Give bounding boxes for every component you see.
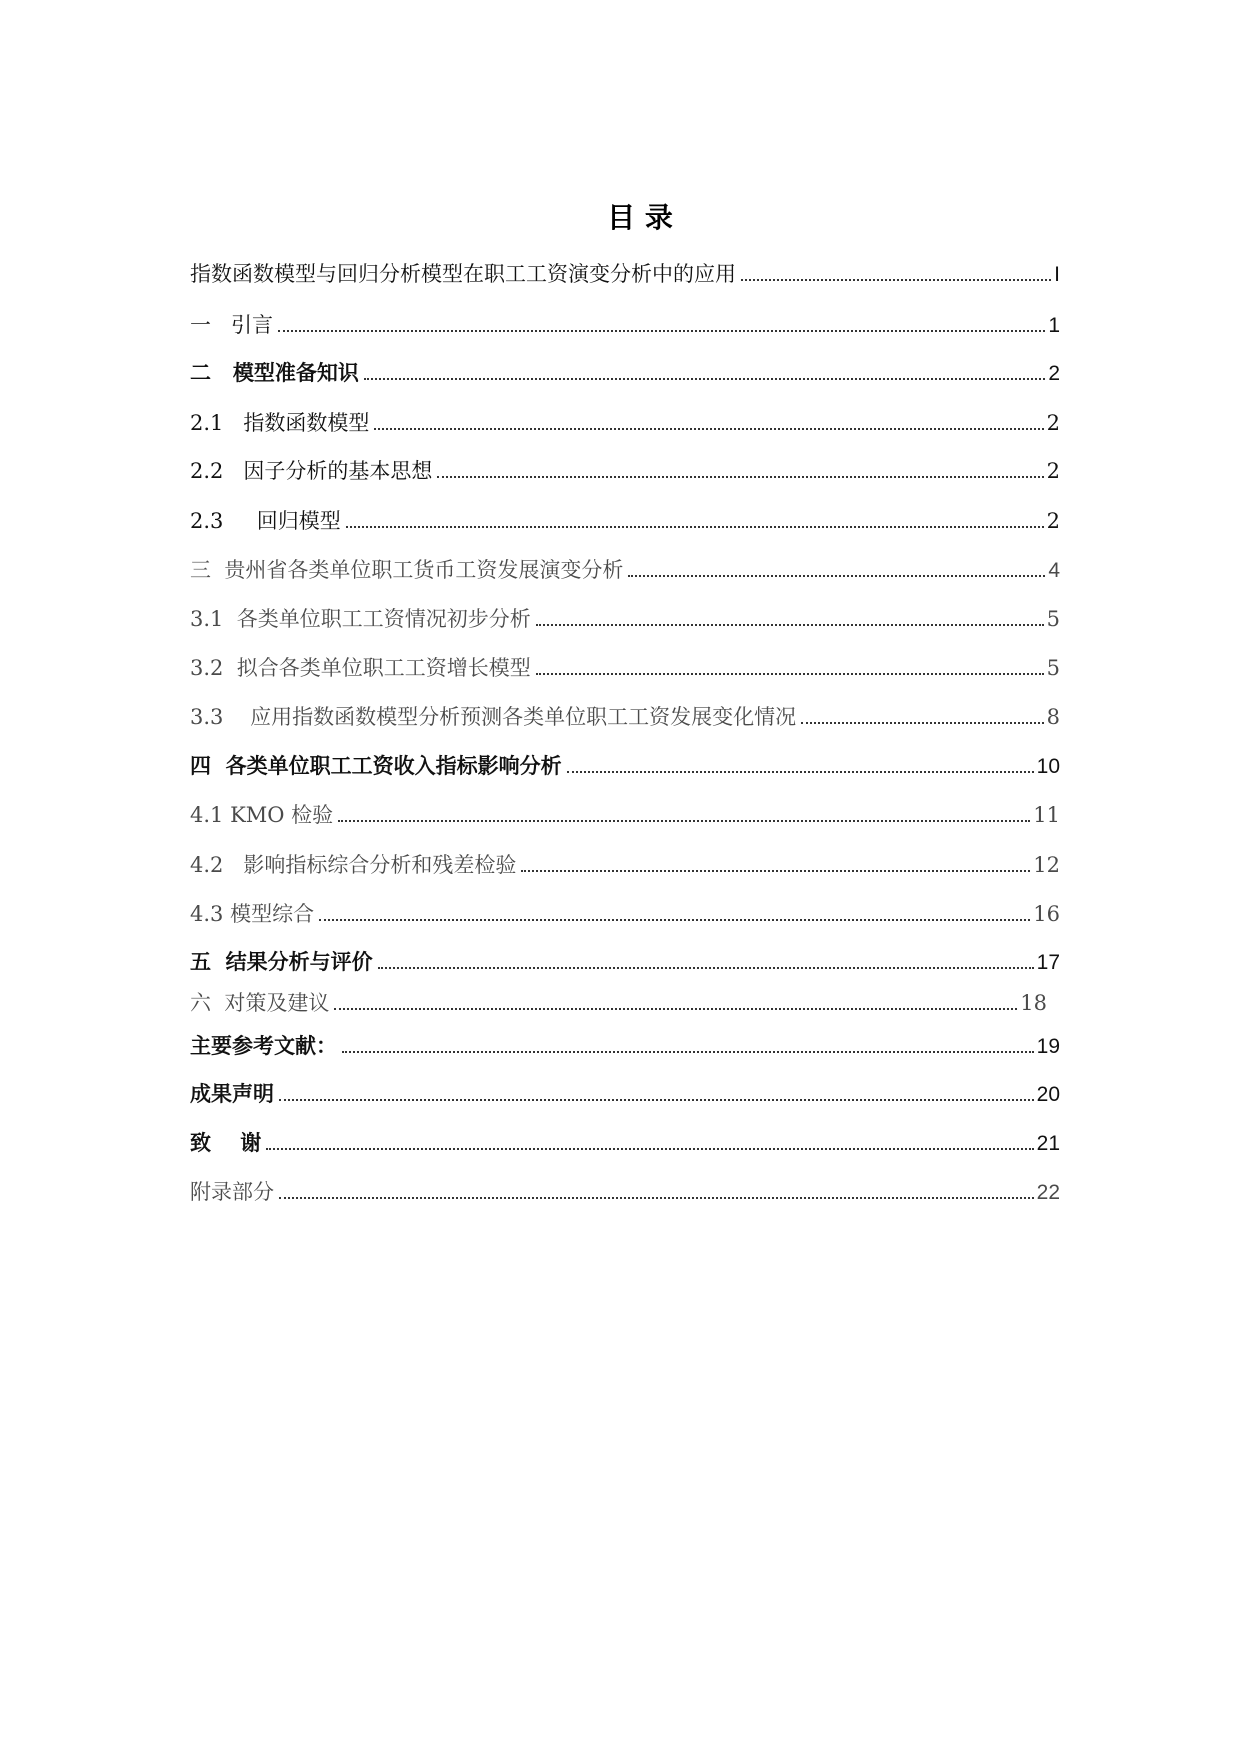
toc-leader-dots [628,574,1045,577]
toc-entry-page: 2 [1046,459,1060,483]
toc-leader-dots [334,1007,1017,1010]
toc-entry[interactable] [190,556,1060,584]
toc-entry-page: 4 [1048,559,1060,582]
toc-entry[interactable] [190,1129,1060,1157]
toc-entry-page: 10 [1036,755,1060,778]
toc-entry-title: 3.1 各类单位职工工资情况初步分析 [190,607,531,631]
toc-entry-title: 指数函数模型与回归分析模型在职工工资演变分析中的应用 [190,262,736,286]
toc-entry-title: 成果声明 [190,1082,274,1106]
toc-entry-title: 2.2 因子分析的基本思想 [190,459,433,483]
toc-entry-title: 2.1 指数函数模型 [190,411,370,435]
toc-entry[interactable] [190,457,1060,485]
toc-entry[interactable] [190,605,1060,633]
toc-entry[interactable] [190,1080,1060,1108]
toc-leader-dots [741,278,1051,281]
toc-leader-dots [521,869,1030,872]
toc-entry[interactable] [190,654,1060,682]
toc-entry-title: 三 贵州省各类单位职工货币工资发展演变分析 [190,558,624,582]
toc-leader-dots [279,1196,1034,1199]
toc-entry-page: I [1054,263,1060,286]
toc-entry-title: 致 谢 [190,1131,262,1155]
toc-entry-title: 4.1 KMO 检验 [190,803,334,827]
toc-leader-dots [437,475,1043,478]
toc-entry-page: 21 [1036,1132,1060,1155]
toc-entry-page: 16 [1033,902,1060,926]
toc-leader-dots [342,1050,1034,1053]
toc-leader-dots [278,329,1045,332]
toc-entry-title: 3.3 应用指数函数模型分析预测各类单位职工工资发展变化情况 [190,705,797,729]
toc-entry-page: 5 [1046,607,1060,631]
toc-entry-title: 四 各类单位职工工资收入指标影响分析 [190,754,562,778]
toc-entry-title: 二 模型准备知识 [190,361,359,385]
toc-leader-dots [319,918,1030,921]
toc-entry-page: 2 [1046,411,1060,435]
toc-entry-title: 主要参考文献： [190,1034,337,1058]
toc-entry[interactable] [190,948,1060,976]
toc-entry-page: 5 [1046,656,1060,680]
toc-leader-dots [279,1098,1034,1101]
toc-leader-dots [567,770,1034,773]
toc-entry-page: 20 [1036,1083,1060,1106]
toc-entry[interactable] [190,851,1060,879]
toc-entry-page: 17 [1036,951,1060,974]
toc-leader-dots [374,427,1043,430]
toc-heading: 目 录 [607,201,673,234]
toc-leader-dots [364,377,1045,380]
toc-entry[interactable] [190,801,1060,829]
toc-leader-dots [266,1147,1033,1150]
toc-entry-title: 附录部分 [190,1180,274,1204]
toc-entry[interactable] [190,409,1060,437]
toc-entry-title: 一 引言 [190,313,274,337]
toc-entry-page: 8 [1046,705,1060,729]
toc-leader-dots [378,966,1034,969]
toc-leader-dots [536,672,1044,675]
toc-entry[interactable] [190,260,1060,288]
toc-entry[interactable] [190,359,1060,387]
toc-entry-page: 12 [1033,853,1060,877]
toc-entry-title: 五 结果分析与评价 [190,950,373,974]
toc-entry-title: 4.2 影响指标综合分析和残差检验 [190,853,517,877]
toc-leader-dots [346,525,1044,528]
toc-entry-page: 11 [1033,803,1060,827]
toc-entry-title: 4.3 模型综合 [190,902,315,926]
toc-entry-page: 19 [1036,1035,1060,1058]
toc-entry[interactable] [190,507,1060,535]
toc-entry[interactable] [190,311,1060,339]
toc-entry-page: 2 [1046,509,1060,533]
toc-entry-page: 1 [1048,314,1060,337]
toc-entry[interactable] [190,752,1060,780]
toc-leader-dots [536,623,1044,626]
toc-leader-dots [801,721,1044,724]
toc-entry-page: 22 [1036,1181,1060,1204]
toc-entry[interactable] [190,989,1047,1017]
toc-entry[interactable] [190,1178,1060,1206]
toc-entry-title: 2.3 回归模型 [190,509,341,533]
toc-entry-title: 六 对策及建议 [190,991,330,1015]
toc-entry[interactable] [190,703,1060,731]
toc-entry-page: 18 [1020,991,1047,1015]
toc-leader-dots [338,819,1030,822]
toc-entry[interactable] [190,900,1060,928]
toc-entry-title: 3.2 拟合各类单位职工工资增长模型 [190,656,531,680]
toc-entry-page: 2 [1048,362,1060,385]
toc-entry[interactable] [190,1032,1060,1060]
